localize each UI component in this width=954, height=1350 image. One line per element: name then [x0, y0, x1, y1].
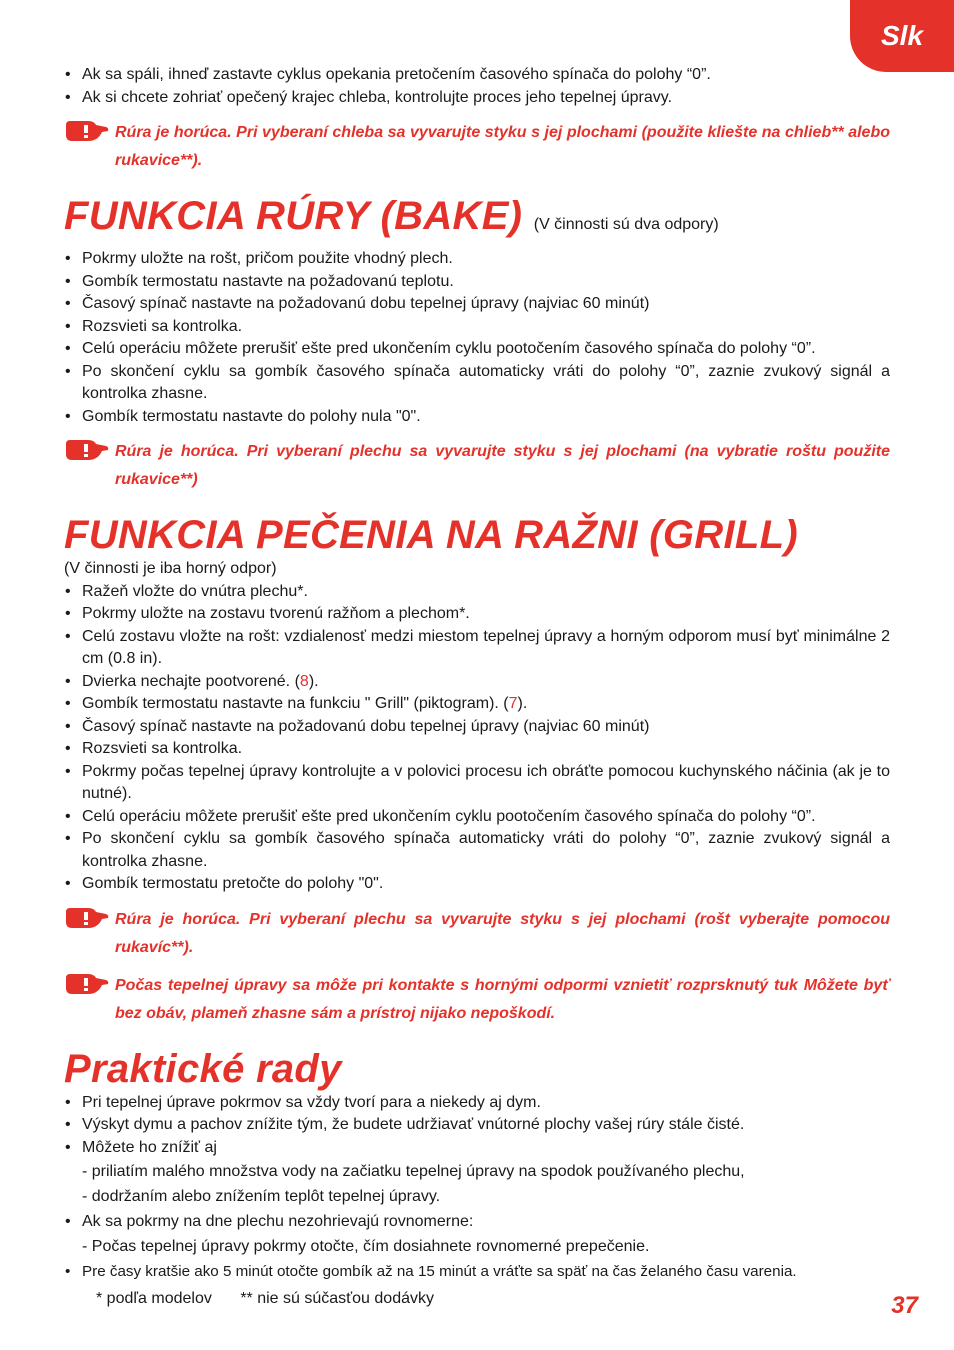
- list-item: • Gombík termostatu nastavte do polohy nula "0".: [64, 406, 890, 429]
- warning-text: Počas tepelnej úpravy sa môže pri kontakte s hornými odpormi vznietiť rozprsknutý tuk Môžete byť bez obáv, plameň zhasne sám a prístroj nijako nepoškodí.: [115, 976, 890, 1022]
- list-item: • Pri tepelnej úprave pokrmov sa vždy tvorí para a niekedy aj dym.: [64, 1092, 890, 1115]
- sub-item: - priliatím malého množstva vody na začiatku tepelnej úpravy na spodok používaného plechu,: [82, 1163, 745, 1180]
- list-item: • Rozsvieti sa kontrolka.: [64, 316, 890, 339]
- list-item: • Po skončení cyklu sa gombík časového spínača automaticky vráti do polohy “0”, zaznie zvukový signál a kontrolka zhasne.: [64, 361, 890, 406]
- list-item: • Celú operáciu môžete prerušiť ešte pred ukončením cyklu pootočením časového spínača do polohy “0”.: [64, 338, 890, 361]
- list-item: • Môžete ho znížiť aj: [64, 1137, 890, 1160]
- list-item: • Pokrmy uložte na rošt, pričom použite vhodný plech.: [64, 248, 890, 271]
- list-item: • Dvierka nechajte pootvorené. (8).: [64, 671, 890, 694]
- list-item: • Časový spínač nastavte na požadovanú dobu tepelnej úpravy (najviac 60 minút): [64, 293, 890, 316]
- footnotes: [96, 1290, 458, 1308]
- list-item: • Ak sa spáli, ihneď zastavte cyklus opekania pretočením časového spínača do polohy “0”.: [64, 64, 890, 87]
- warning-block: [64, 972, 890, 1028]
- list-item: • Celú operáciu môžete prerušiť ešte pred ukončením cyklu pootočením časového spínača do polohy “0”.: [64, 806, 890, 829]
- list-item: • Pre časy kratšie ako 5 minút otočte gombík až na 15 minút a vráťte sa späť na čas želaného času varenia.: [64, 1259, 890, 1284]
- list-item: • Gombík termostatu nastavte na požadovanú teplotu.: [64, 271, 890, 294]
- warning-block: [64, 906, 890, 962]
- footnote: * podľa modelov: [96, 1290, 212, 1307]
- footnote: ** nie sú súčasťou dodávky: [240, 1290, 434, 1307]
- section-title: FUNKCIA PEČENIA NA RAŽNI (GRILL): [64, 513, 798, 557]
- page-number: 37: [891, 1292, 918, 1319]
- sub-item: - dodržaním alebo znížením teplôt tepelnej úpravy.: [82, 1188, 441, 1205]
- page-content: [64, 64, 890, 1284]
- section-note: (V činnosti je iba horný odpor): [64, 560, 277, 577]
- section-title: Praktické rady: [64, 1046, 342, 1091]
- tips-list: [64, 1092, 890, 1285]
- warning-block: [64, 438, 890, 494]
- list-item: • Rozsvieti sa kontrolka.: [64, 738, 890, 761]
- list-item: • Gombík termostatu nastavte na funkciu " Grill" (piktogram). (7).: [64, 693, 890, 716]
- figure-ref: 7: [508, 695, 518, 712]
- warning-text: Rúra je horúca. Pri vyberaní plechu sa vyvarujte styku s jej plochami (rošt vyberajte pomocou rukavíc**).: [115, 910, 890, 956]
- warning-hand-icon: [64, 906, 110, 930]
- list-item: • Gombík termostatu pretočte do polohy "0".: [64, 873, 890, 896]
- section-note: (V činnosti sú dva odpory): [533, 216, 719, 233]
- list-item: • Ak si chcete zohriať opečený krajec chleba, kontrolujte proces jeho tepelnej úpravy.: [64, 87, 890, 110]
- sub-item: - Počas tepelnej úpravy pokrmy otočte, čím dosiahnete rovnomerné prepečenie.: [82, 1238, 650, 1255]
- section-tips: [64, 1046, 890, 1285]
- list-item: • Celú zostavu vložte na rošt: vzdialenosť medzi miestom tepelnej úpravy a horným odporom musí byť minimálne 2 cm (0.8 in).: [64, 626, 890, 671]
- section-grill: [64, 512, 890, 1028]
- list-item: • Pokrmy počas tepelnej úpravy kontrolujte a v polovici procesu ich obráťte pomocou kuchynského náčinia (ak je to nutné).: [64, 761, 890, 806]
- list-item: • Ak sa pokrmy na dne plechu nezohrievajú rovnomerne:: [64, 1209, 890, 1234]
- list-item: • Ražeň vložte do vnútra plechu*.: [64, 581, 890, 604]
- section-title: FUNKCIA RÚRY (BAKE) (V činnosti sú dva odpory): [64, 194, 719, 238]
- grill-list: [64, 581, 890, 896]
- figure-ref: 8: [299, 672, 309, 690]
- list-item: • Po skončení cyklu sa gombík časového spínača automaticky vráti do polohy “0”, zaznie zvukový signál a kontrolka zhasne.: [64, 828, 890, 873]
- language-tab: Slk: [850, 0, 954, 72]
- warning-text: Rúra je horúca. Pri vyberaní plechu sa vyvarujte styku s jej plochami (na vybratie roštu použite rukavice**): [115, 443, 890, 488]
- list-item: • Časový spínač nastavte na požadovanú dobu tepelnej úpravy (najviac 60 minút): [64, 716, 890, 739]
- warning-hand-icon: [64, 119, 110, 143]
- warning-block: [64, 119, 890, 175]
- list-item: • Pokrmy uložte na zostavu tvorenú ražňom a plechom*.: [64, 603, 890, 626]
- bake-list: [64, 248, 890, 428]
- warning-text: Rúra je horúca. Pri vyberaní chleba sa vyvarujte styku s jej plochami (použite kliešte na chlieb** alebo rukavice**).: [115, 124, 890, 169]
- section-bake: [64, 193, 890, 494]
- intro-list: [64, 64, 890, 109]
- warning-hand-icon: [64, 438, 110, 462]
- warning-hand-icon: [64, 972, 110, 996]
- list-item: • Výskyt dymu a pachov znížite tým, že budete udržiavať vnútorné plochy vašej rúry stále čisté.: [64, 1114, 890, 1137]
